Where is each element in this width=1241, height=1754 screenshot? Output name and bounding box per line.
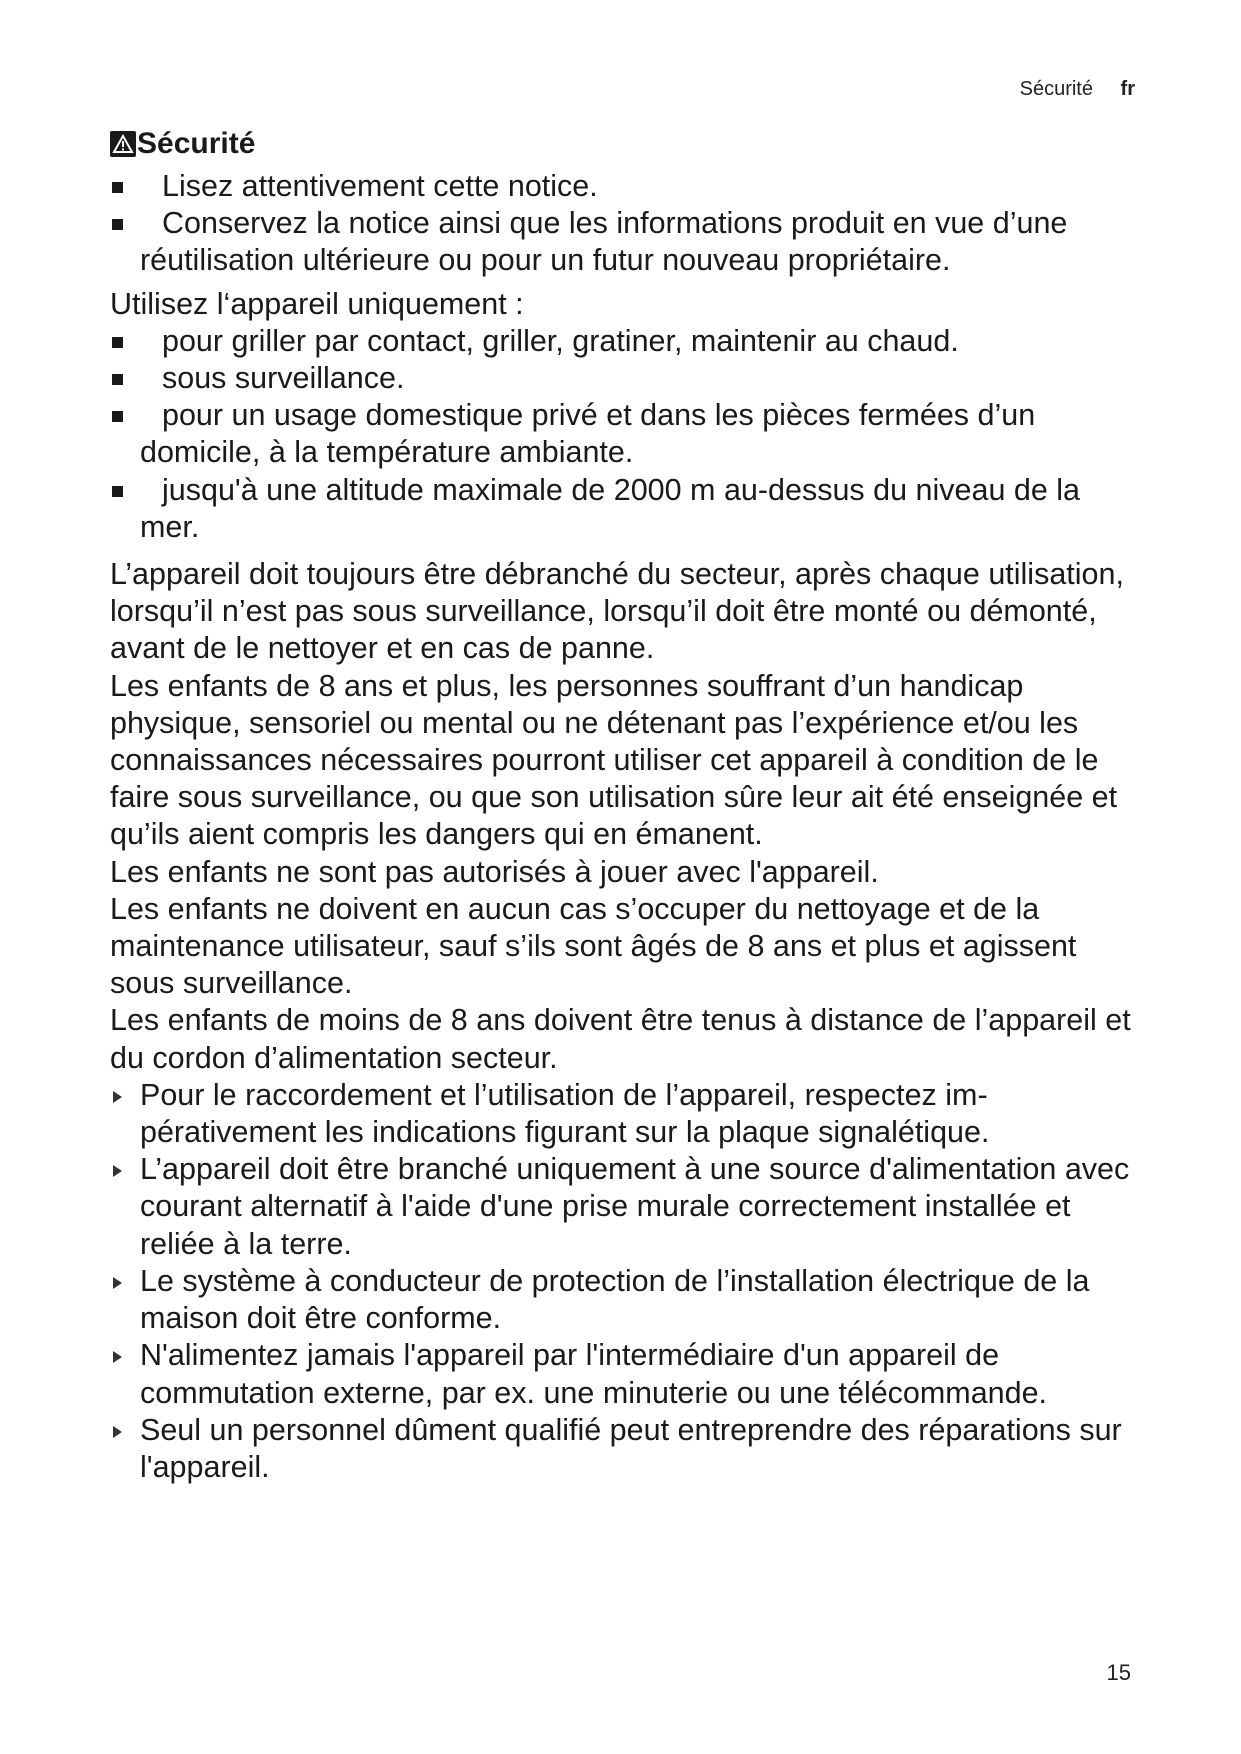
header-language: fr — [1120, 78, 1135, 100]
running-header — [1020, 78, 1135, 101]
page-number: 15 — [1106, 1660, 1131, 1685]
instruction-item: Le système à conducteur de protection de l’installation électrique de la maison doit être conforme. — [110, 1263, 1145, 1337]
page-content — [110, 124, 1145, 1486]
usage-list — [110, 323, 1145, 546]
paragraph-children-play: Les enfants ne sont pas autorisés à jouer avec l'appareil. — [110, 854, 879, 889]
header-section-title: Sécurité — [1019, 78, 1093, 100]
instruction-list — [110, 1077, 1145, 1486]
list-item: jusqu'à une altitude maximale de 2000 m au-dessus du niveau de la mer. — [110, 472, 1145, 546]
section-heading — [110, 124, 1145, 164]
intro-list — [110, 168, 1145, 280]
paragraph-children-distance: Les enfants de moins de 8 ans doivent être tenus à distance de l’appareil et du cordon d’alimentation secteur. — [110, 1003, 1131, 1075]
instruction-item: N'alimentez jamais l'appareil par l'intermédiaire d'un appareil de commutation externe, par ex. une minuterie ou une télécommande. — [110, 1337, 1145, 1411]
paragraph-children-usage: Les enfants de 8 ans et plus, les personnes souffrant d’un handicap physique, sensoriel ou mental ou ne détenant pas l’expérience et/ou les connaissances nécessaires pourront utiliser cet appareil à condition de le faire sous surveillance, ou que son utilisation sûre leur ait été enseignée et qu’ils aient compris les dangers qui en émanent. — [110, 668, 1118, 852]
list-item: Conservez la notice ainsi que les informations produit en vue d’une réutilisation ultérieure ou pour un futur nouveau propriétaire. — [110, 205, 1145, 279]
usage-lead: Utilisez l‘appareil uniquement : — [110, 286, 524, 321]
instruction-item: Pour le raccordement et l’utilisation de l’appareil, respectez impérativement les indications figurant sur la plaque signalétique. — [110, 1077, 1145, 1151]
list-item: pour griller par contact, griller, gratiner, maintenir au chaud. — [110, 323, 1145, 360]
warning-triangle-icon — [110, 131, 136, 157]
section-title: Sécurité — [137, 127, 256, 160]
list-item: sous surveillance. — [110, 360, 1145, 397]
paragraph-children-cleaning: Les enfants ne doivent en aucun cas s’occuper du nettoyage et de la maintenance utilisateur, sauf s’ils sont âgés de 8 ans et plus et agissent sous surveillance. — [110, 891, 1077, 1001]
instruction-item: L’appareil doit être branché uniquement à une source d'alimentation avec courant alternatif à l'aide d'une prise murale correctement installée et reliée à la terre. — [110, 1151, 1145, 1263]
instruction-item: Seul un personnel dûment qualifié peut entreprendre des réparations sur l'appareil. — [110, 1412, 1145, 1486]
list-item: pour un usage domestique privé et dans les pièces fermées d’un domicile, à la température ambiante. — [110, 397, 1145, 471]
paragraph-disconnect: L’appareil doit toujours être débranché du secteur, après chaque utilisation, lorsqu’il n’est pas sous surveillance, lorsqu’il doit être monté ou démonté, avant de le nettoyer et en cas de panne. — [110, 557, 1124, 666]
list-item: Lisez attentivement cette notice. — [110, 168, 1145, 205]
